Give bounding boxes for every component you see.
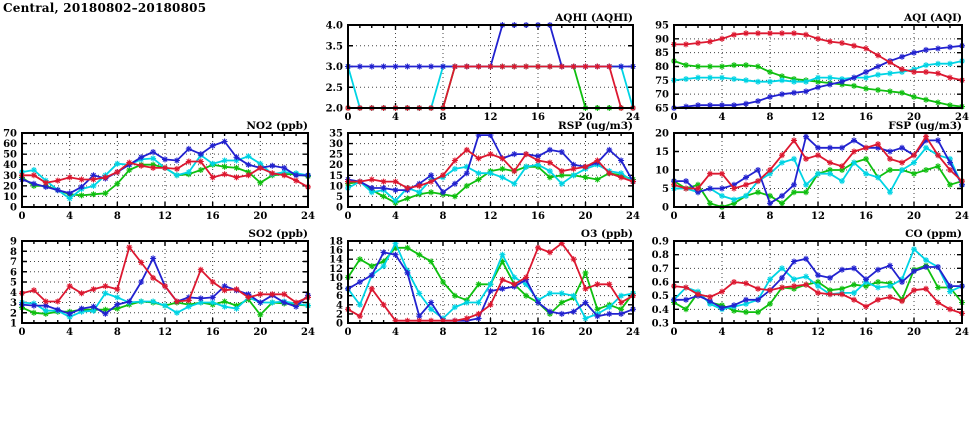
chart-title: AQHI (AQHI): [555, 12, 633, 24]
y-tick-label: 15: [655, 147, 669, 158]
x-tick-label: 8: [439, 112, 447, 123]
chart-title: CO (ppm): [905, 228, 962, 240]
y-tick-label: 70: [655, 89, 669, 101]
x-tick-label: 12: [811, 327, 825, 338]
y-tick-label: 0.6: [651, 277, 669, 289]
y-tick-label: 0.8: [651, 250, 669, 262]
y-tick-label: 5: [662, 184, 669, 195]
x-tick-label: 24: [955, 327, 969, 338]
chart-o3: [329, 228, 640, 338]
y-tick-label: 3.5: [325, 41, 343, 53]
x-tick-label: 12: [483, 327, 498, 338]
x-tick-label: 0: [18, 327, 26, 338]
x-tick-label: 0: [344, 112, 352, 123]
y-tick-label: 15: [329, 170, 343, 182]
x-tick-label: 12: [483, 211, 498, 222]
x-tick-label: 20: [253, 211, 268, 222]
y-tick-label: 30: [329, 139, 343, 151]
y-tick-label: 20: [3, 181, 17, 193]
x-tick-label: 8: [766, 112, 774, 123]
x-tick-label: 24: [955, 112, 969, 123]
fsp-line-red: [674, 137, 962, 189]
y-tick-label: 30: [3, 170, 17, 182]
chart-title: NO2 (ppb): [246, 120, 308, 132]
y-tick-label: 0: [336, 318, 343, 330]
y-tick-label: 90: [655, 34, 669, 46]
x-tick-label: 0: [18, 211, 26, 222]
x-tick-label: 20: [578, 211, 593, 222]
x-tick-label: 16: [859, 211, 873, 222]
chart-aqi: [655, 12, 969, 123]
y-tick-label: 8: [10, 246, 17, 258]
x-tick-label: 24: [626, 211, 640, 222]
fsp-line-green: [674, 159, 962, 207]
y-tick-label: 20: [329, 160, 343, 172]
x-tick-label: 20: [907, 327, 921, 338]
y-tick-label: 2: [10, 308, 17, 320]
y-tick-label: 4.0: [325, 20, 343, 32]
x-tick-label: 16: [205, 327, 220, 338]
x-tick-label: 16: [531, 211, 545, 222]
chart-fsp: [655, 120, 969, 222]
x-tick-label: 16: [859, 112, 873, 123]
chart-so2: [10, 228, 315, 338]
y-tick-label: 85: [655, 48, 669, 60]
y-tick-label: 65: [655, 103, 669, 115]
chart-aqhi: [326, 12, 640, 123]
chart-co: [652, 228, 969, 338]
x-tick-label: 24: [626, 327, 640, 338]
x-tick-label: 8: [113, 327, 121, 338]
y-tick-label: 7: [10, 257, 17, 268]
y-tick-label: 0.9: [651, 236, 669, 248]
page-title: Central, 20180802–20180805: [3, 1, 207, 15]
chart-title: SO2 (ppb): [248, 228, 308, 240]
y-tick-label: 0.3: [651, 318, 669, 330]
x-tick-label: 4: [392, 327, 399, 338]
y-tick-label: 18: [329, 236, 343, 248]
x-tick-label: 4: [392, 211, 399, 222]
y-tick-label: 25: [329, 149, 343, 161]
y-tick-label: 16: [329, 245, 343, 257]
chart-no2: [3, 120, 315, 222]
y-tick-label: 50: [3, 149, 17, 161]
x-tick-label: 16: [205, 211, 220, 222]
y-tick-label: 3.0: [325, 62, 343, 73]
y-tick-label: 14: [329, 254, 343, 266]
y-tick-label: 4: [10, 287, 17, 299]
y-tick-label: 80: [655, 62, 669, 73]
x-tick-label: 8: [766, 327, 774, 338]
x-tick-label: 24: [626, 112, 640, 123]
y-tick-label: 10: [655, 165, 669, 177]
x-tick-label: 12: [158, 327, 172, 338]
x-tick-label: 4: [718, 327, 726, 338]
x-tick-label: 0: [670, 327, 678, 338]
x-tick-label: 24: [301, 327, 315, 338]
y-tick-label: 10: [3, 191, 17, 203]
x-tick-label: 16: [531, 112, 545, 123]
chart-title: O3 (ppb): [580, 228, 633, 240]
x-tick-label: 0: [670, 211, 678, 222]
so2-line-red: [22, 247, 308, 302]
y-tick-label: 75: [655, 75, 669, 87]
y-tick-label: 6: [336, 291, 343, 303]
y-tick-label: 40: [3, 160, 17, 172]
x-tick-label: 0: [344, 211, 352, 222]
x-tick-label: 8: [439, 211, 447, 222]
chart-title: RSP (ug/m3): [557, 120, 633, 132]
x-tick-label: 20: [253, 327, 268, 338]
y-tick-label: 8: [336, 282, 343, 294]
x-tick-label: 4: [66, 327, 74, 338]
x-tick-label: 8: [766, 211, 774, 222]
x-tick-label: 12: [483, 112, 498, 123]
x-tick-label: 12: [811, 211, 825, 222]
x-tick-label: 4: [718, 211, 726, 222]
chart-title: AQI (AQI): [903, 12, 962, 24]
x-tick-label: 4: [718, 112, 726, 123]
x-tick-label: 0: [344, 327, 352, 338]
x-tick-label: 20: [907, 112, 921, 123]
x-tick-label: 20: [578, 112, 593, 123]
y-tick-label: 4: [336, 300, 343, 312]
y-tick-label: 2.5: [325, 82, 343, 94]
y-tick-label: 10: [329, 181, 343, 193]
x-tick-label: 0: [670, 112, 678, 123]
y-tick-label: 0: [10, 202, 17, 214]
y-tick-label: 1: [10, 318, 17, 330]
y-tick-label: 0: [336, 202, 343, 214]
y-tick-label: 0: [662, 202, 669, 214]
fsp-markers-red: [671, 134, 965, 192]
y-tick-label: 20: [655, 128, 669, 140]
x-tick-label: 16: [859, 327, 873, 338]
y-tick-label: 6: [10, 267, 17, 279]
y-tick-label: 2: [336, 309, 343, 321]
x-tick-label: 12: [158, 211, 172, 222]
y-tick-label: 35: [329, 128, 343, 140]
x-tick-label: 16: [531, 327, 545, 338]
x-tick-label: 8: [439, 327, 447, 338]
x-tick-label: 8: [113, 211, 121, 222]
y-tick-label: 95: [655, 20, 669, 32]
x-tick-label: 4: [66, 211, 74, 222]
y-tick-label: 10: [329, 272, 343, 284]
y-tick-label: 0.7: [651, 263, 669, 275]
x-tick-label: 24: [955, 211, 969, 222]
y-tick-label: 12: [329, 263, 343, 275]
chart-rsp: [329, 120, 640, 222]
x-tick-label: 20: [578, 327, 593, 338]
y-tick-label: 70: [3, 128, 17, 140]
chart-title: FSP (ug/m3): [888, 120, 962, 132]
y-tick-label: 60: [3, 139, 17, 151]
y-tick-label: 0.5: [651, 291, 669, 303]
y-tick-label: 5: [336, 191, 343, 203]
y-tick-label: 2.0: [325, 103, 343, 115]
y-tick-label: 9: [10, 236, 17, 248]
x-tick-label: 20: [907, 211, 921, 222]
x-tick-label: 12: [811, 112, 825, 123]
y-tick-label: 0.4: [651, 304, 669, 316]
y-tick-label: 5: [10, 277, 17, 289]
x-tick-label: 24: [301, 211, 315, 222]
y-tick-label: 3: [10, 298, 17, 309]
x-tick-label: 4: [392, 112, 399, 123]
